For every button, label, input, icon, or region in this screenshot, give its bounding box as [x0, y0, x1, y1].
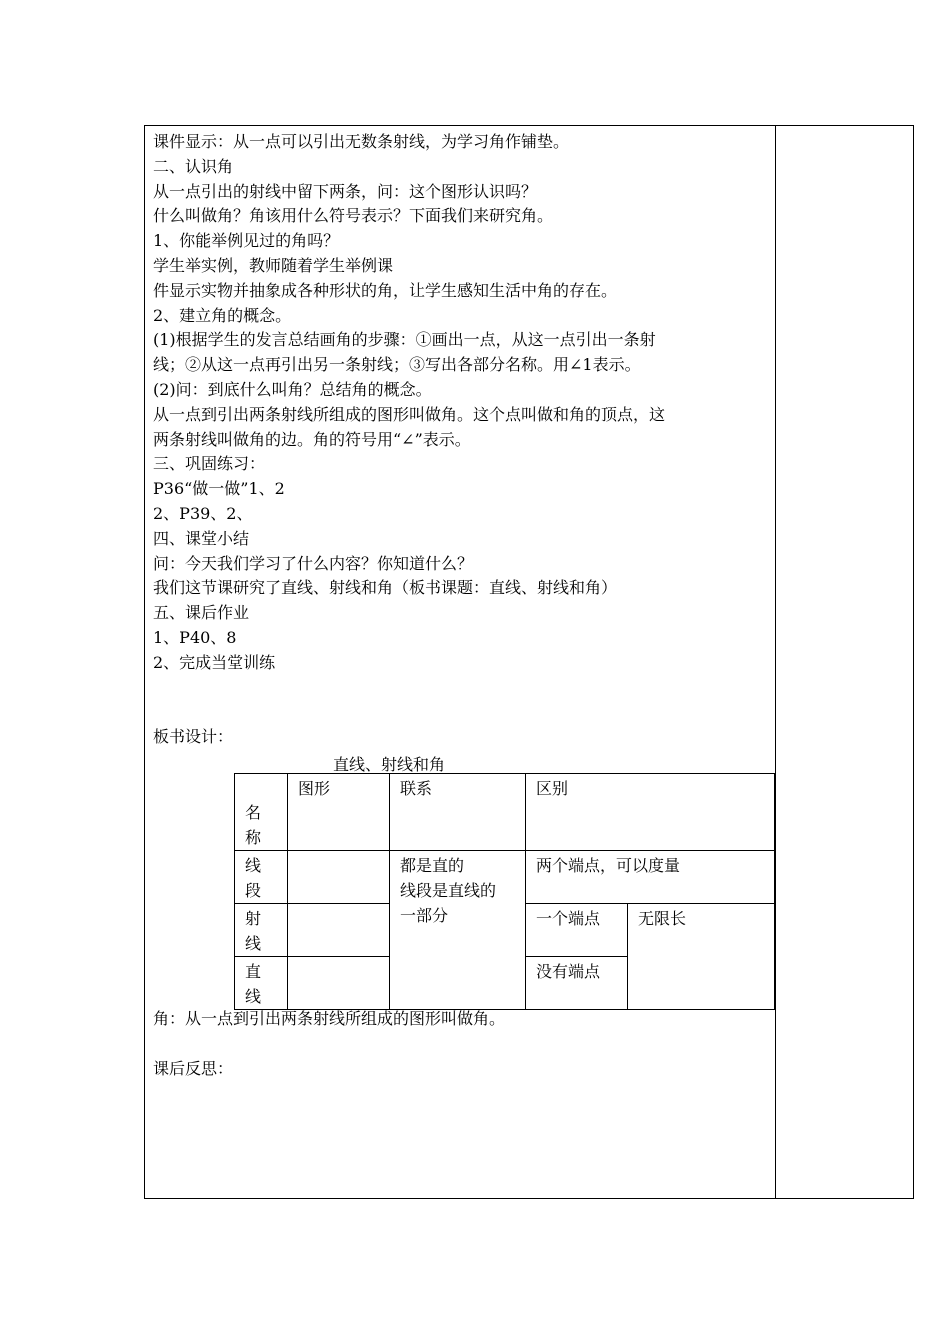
lesson-line: 件显示实物并抽象成各种形状的角，让学生感知生活中角的存在。 — [153, 280, 618, 300]
lesson-line: 两条射线叫做角的边。角的符号用“∠”表示。 — [153, 429, 471, 449]
line-difference-cell: 没有端点 — [526, 957, 628, 1010]
board-design-heading: 板书设计： — [153, 727, 234, 747]
lesson-line: 线；②从这一点再引出另一条射线；③写出各部分名称。用∠1表示。 — [153, 355, 641, 375]
column-divider — [775, 126, 776, 1198]
lesson-line: P36“做一做”1、2 — [153, 479, 285, 499]
board-design-table — [234, 773, 775, 1010]
line-label-cell — [235, 957, 288, 1010]
relation-cell — [390, 851, 526, 1010]
relation-text: 都是直的 — [400, 856, 465, 875]
lesson-line: 从一点到引出两条射线所组成的图形叫做角。这个点叫做和角的顶点，这 — [153, 404, 666, 424]
line-label-char: 线 — [245, 987, 262, 1006]
lesson-plan-table — [144, 125, 914, 1199]
angle-definition: 角：从一点到引出两条射线所组成的图形叫做角。 — [153, 1009, 506, 1028]
lesson-line: 课件显示：从一点可以引出无数条射线，为学习角作铺垫。 — [153, 132, 570, 151]
relation-text: 线段是直线的 — [400, 881, 497, 900]
lesson-line: 1、你能举例见过的角吗？ — [153, 231, 340, 251]
board-title: 直线、射线和角 — [333, 755, 446, 774]
name-header-char: 称 — [245, 828, 262, 847]
segment-label-char: 线 — [245, 856, 262, 875]
infinite-length-cell: 无限长 — [628, 904, 775, 1010]
lesson-line: 1、P40、8 — [153, 627, 237, 647]
lesson-line: 从一点引出的射线中留下两条，问：这个图形认识吗？ — [153, 181, 538, 201]
lesson-line: 问：今天我们学习了什么内容？你知道什么？ — [153, 553, 474, 573]
ray-label-char: 线 — [245, 934, 262, 953]
segment-label-cell — [235, 851, 288, 904]
figure-header: 图形 — [288, 774, 390, 851]
relation-text: 一部分 — [400, 906, 449, 925]
line-label-char: 直 — [245, 962, 262, 981]
lesson-line: 二、认识角 — [153, 156, 234, 176]
lesson-line: 我们这节课研究了直线、射线和角（板书课题：直线、射线和角） — [153, 578, 618, 598]
difference-header: 区别 — [526, 774, 775, 851]
ray-difference-cell: 一个端点 — [526, 904, 628, 957]
lesson-line: (2)问：到底什么叫角？总结角的概念。 — [153, 379, 432, 399]
lesson-line: 学生举实例，教师随着学生举例课 — [153, 255, 394, 275]
segment-label-char: 段 — [245, 881, 262, 900]
ray-figure-cell — [288, 904, 390, 957]
lesson-line: 三、巩固练习： — [153, 454, 266, 474]
reflection-label: 课后反思： — [153, 1059, 234, 1078]
lesson-line: 四、课堂小结 — [153, 528, 250, 548]
lesson-line: 2、建立角的概念。 — [153, 305, 292, 325]
lesson-line: (1)根据学生的发言总结画角的步骤：①画出一点，从这一点引出一条射 — [153, 330, 656, 350]
name-header-cell — [235, 774, 288, 851]
lesson-line: 2、P39、2、 — [153, 503, 253, 523]
line-figure-cell — [288, 957, 390, 1010]
ray-label-cell — [235, 904, 288, 957]
segment-figure-cell — [288, 851, 390, 904]
segment-difference-cell: 两个端点，可以度量 — [526, 851, 775, 904]
lesson-line: 什么叫做角？角该用什么符号表示？下面我们来研究角。 — [153, 206, 554, 226]
lesson-line: 2、完成当堂训练 — [153, 652, 276, 672]
ray-label-char: 射 — [245, 909, 262, 928]
lesson-line: 五、课后作业 — [153, 603, 250, 623]
relation-header: 联系 — [390, 774, 526, 851]
lesson-content — [153, 130, 769, 750]
name-header-char: 名 — [245, 803, 262, 822]
